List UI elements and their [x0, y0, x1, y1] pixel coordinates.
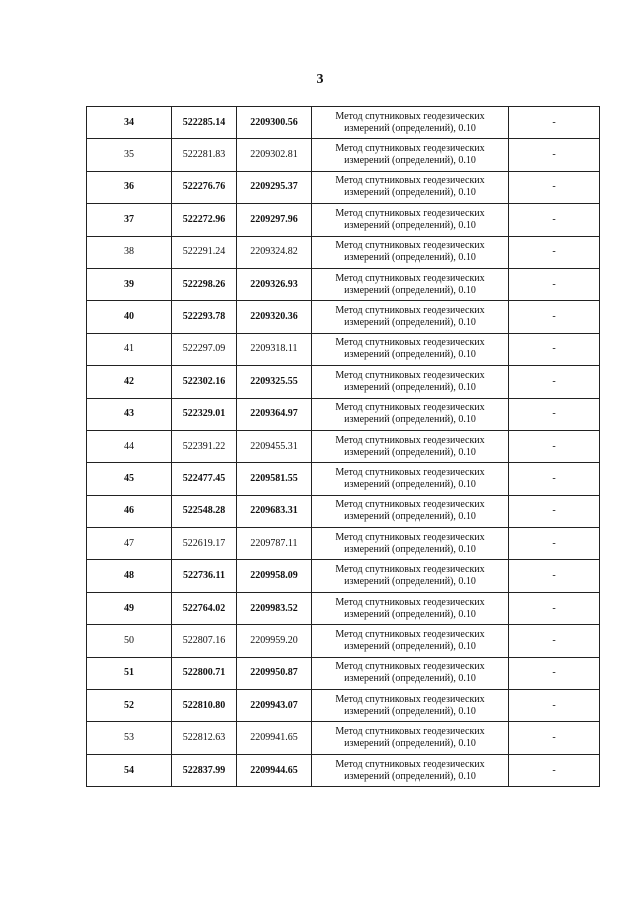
table-row [87, 754, 600, 786]
x-coordinate-cell: 522812.63 [172, 722, 237, 754]
method-line-1: Метод спутниковых геодезических [335, 596, 485, 608]
x-coordinate-cell: 522477.45 [172, 463, 237, 495]
note-cell: - [509, 171, 600, 203]
note-cell: - [509, 268, 600, 300]
y-coordinate-cell: 2209326.93 [237, 268, 312, 300]
page-number: 3 [316, 72, 324, 87]
point-number-cell: 38 [87, 236, 172, 268]
point-number-cell: 48 [87, 560, 172, 592]
point-number-cell: 46 [87, 495, 172, 527]
method-cell [312, 625, 509, 657]
point-number-cell: 51 [87, 657, 172, 689]
method-line-1: Метод спутниковых геодезических [335, 207, 485, 219]
table-row [87, 268, 600, 300]
method-cell [312, 333, 509, 365]
method-line-1: Метод спутниковых геодезических [335, 175, 485, 187]
method-cell [312, 495, 509, 527]
method-line-2: измерений (определений), 0.10 [344, 122, 476, 134]
point-number-cell: 50 [87, 625, 172, 657]
table-row [87, 430, 600, 462]
point-number-cell: 44 [87, 430, 172, 462]
note-cell: - [509, 463, 600, 495]
method-line-1: Метод спутниковых геодезических [335, 531, 485, 543]
note-cell: - [509, 366, 600, 398]
note-cell: - [509, 592, 600, 624]
method-line-2: измерений (определений), 0.10 [344, 284, 476, 296]
note-cell: - [509, 333, 600, 365]
point-number-cell: 47 [87, 528, 172, 560]
y-coordinate-cell: 2209295.37 [237, 171, 312, 203]
method-cell [312, 690, 509, 722]
table-row [87, 625, 600, 657]
table-row [87, 495, 600, 527]
method-line-1: Метод спутниковых геодезических [335, 434, 485, 446]
point-number-cell: 49 [87, 592, 172, 624]
x-coordinate-cell: 522807.16 [172, 625, 237, 657]
method-line-2: измерений (определений), 0.10 [344, 640, 476, 652]
method-line-1: Метод спутниковых геодезических [335, 661, 485, 673]
method-cell [312, 301, 509, 333]
table-row [87, 592, 600, 624]
method-line-2: измерений (определений), 0.10 [344, 608, 476, 620]
point-number-cell: 35 [87, 139, 172, 171]
x-coordinate-cell: 522329.01 [172, 398, 237, 430]
y-coordinate-cell: 2209944.65 [237, 754, 312, 786]
point-number-cell: 34 [87, 107, 172, 139]
x-coordinate-cell: 522619.17 [172, 528, 237, 560]
point-number-cell: 45 [87, 463, 172, 495]
note-cell: - [509, 398, 600, 430]
method-line-2: измерений (определений), 0.10 [344, 446, 476, 458]
y-coordinate-cell: 2209787.11 [237, 528, 312, 560]
x-coordinate-cell: 522285.14 [172, 107, 237, 139]
y-coordinate-cell: 2209302.81 [237, 139, 312, 171]
x-coordinate-cell: 522391.22 [172, 430, 237, 462]
method-line-2: измерений (определений), 0.10 [344, 414, 476, 426]
x-coordinate-cell: 522276.76 [172, 171, 237, 203]
point-number-cell: 41 [87, 333, 172, 365]
note-cell: - [509, 657, 600, 689]
method-line-2: измерений (определений), 0.10 [344, 673, 476, 685]
method-line-2: измерений (определений), 0.10 [344, 511, 476, 523]
note-cell: - [509, 560, 600, 592]
y-coordinate-cell: 2209325.55 [237, 366, 312, 398]
y-coordinate-cell: 2209941.65 [237, 722, 312, 754]
method-cell [312, 528, 509, 560]
method-cell [312, 463, 509, 495]
table-row [87, 107, 600, 139]
method-line-1: Метод спутниковых геодезических [335, 240, 485, 252]
method-line-1: Метод спутниковых геодезических [335, 110, 485, 122]
method-line-1: Метод спутниковых геодезических [335, 272, 485, 284]
method-line-1: Метод спутниковых геодезических [335, 758, 485, 770]
note-cell: - [509, 204, 600, 236]
method-line-1: Метод спутниковых геодезических [335, 564, 485, 576]
method-cell [312, 592, 509, 624]
table-row [87, 722, 600, 754]
method-cell [312, 657, 509, 689]
x-coordinate-cell: 522810.80 [172, 690, 237, 722]
table-row [87, 528, 600, 560]
y-coordinate-cell: 2209581.55 [237, 463, 312, 495]
y-coordinate-cell: 2209318.11 [237, 333, 312, 365]
method-line-2: измерений (определений), 0.10 [344, 317, 476, 329]
method-line-2: измерений (определений), 0.10 [344, 349, 476, 361]
note-cell: - [509, 430, 600, 462]
method-line-2: измерений (определений), 0.10 [344, 770, 476, 782]
y-coordinate-cell: 2209455.31 [237, 430, 312, 462]
method-line-1: Метод спутниковых геодезических [335, 693, 485, 705]
point-number-cell: 40 [87, 301, 172, 333]
note-cell: - [509, 236, 600, 268]
method-line-1: Метод спутниковых геодезических [335, 499, 485, 511]
method-cell [312, 366, 509, 398]
note-cell: - [509, 301, 600, 333]
table-row [87, 366, 600, 398]
point-number-cell: 39 [87, 268, 172, 300]
note-cell: - [509, 139, 600, 171]
method-cell [312, 754, 509, 786]
point-number-cell: 52 [87, 690, 172, 722]
method-line-1: Метод спутниковых геодезических [335, 726, 485, 738]
method-line-1: Метод спутниковых геодезических [335, 305, 485, 317]
x-coordinate-cell: 522302.16 [172, 366, 237, 398]
method-line-2: измерений (определений), 0.10 [344, 705, 476, 717]
method-line-1: Метод спутниковых геодезических [335, 337, 485, 349]
y-coordinate-cell: 2209943.07 [237, 690, 312, 722]
method-cell [312, 107, 509, 139]
x-coordinate-cell: 522764.02 [172, 592, 237, 624]
y-coordinate-cell: 2209300.56 [237, 107, 312, 139]
y-coordinate-cell: 2209983.52 [237, 592, 312, 624]
note-cell: - [509, 625, 600, 657]
y-coordinate-cell: 2209950.87 [237, 657, 312, 689]
table-row [87, 690, 600, 722]
method-line-1: Метод спутниковых геодезических [335, 369, 485, 381]
note-cell: - [509, 528, 600, 560]
table-row [87, 139, 600, 171]
method-cell [312, 722, 509, 754]
y-coordinate-cell: 2209324.82 [237, 236, 312, 268]
method-cell [312, 236, 509, 268]
method-line-2: измерений (определений), 0.10 [344, 478, 476, 490]
method-line-2: измерений (определений), 0.10 [344, 738, 476, 750]
method-cell [312, 430, 509, 462]
x-coordinate-cell: 522291.24 [172, 236, 237, 268]
method-line-1: Метод спутниковых геодезических [335, 143, 485, 155]
method-cell [312, 398, 509, 430]
table-row [87, 560, 600, 592]
y-coordinate-cell: 2209683.31 [237, 495, 312, 527]
method-line-1: Метод спутниковых геодезических [335, 402, 485, 414]
y-coordinate-cell: 2209320.36 [237, 301, 312, 333]
coordinates-table [86, 106, 600, 787]
point-number-cell: 42 [87, 366, 172, 398]
y-coordinate-cell: 2209297.96 [237, 204, 312, 236]
y-coordinate-cell: 2209959.20 [237, 625, 312, 657]
method-line-2: измерений (определений), 0.10 [344, 252, 476, 264]
table-row [87, 301, 600, 333]
x-coordinate-cell: 522293.78 [172, 301, 237, 333]
table-row [87, 236, 600, 268]
table-row [87, 204, 600, 236]
point-number-cell: 36 [87, 171, 172, 203]
method-cell [312, 560, 509, 592]
y-coordinate-cell: 2209364.97 [237, 398, 312, 430]
table-row [87, 333, 600, 365]
method-line-2: измерений (определений), 0.10 [344, 543, 476, 555]
method-line-2: измерений (определений), 0.10 [344, 187, 476, 199]
point-number-cell: 53 [87, 722, 172, 754]
x-coordinate-cell: 522736.11 [172, 560, 237, 592]
method-line-2: измерений (определений), 0.10 [344, 381, 476, 393]
method-line-1: Метод спутниковых геодезических [335, 628, 485, 640]
note-cell: - [509, 690, 600, 722]
table-row [87, 463, 600, 495]
note-cell: - [509, 107, 600, 139]
note-cell: - [509, 722, 600, 754]
method-line-1: Метод спутниковых геодезических [335, 466, 485, 478]
x-coordinate-cell: 522548.28 [172, 495, 237, 527]
note-cell: - [509, 754, 600, 786]
method-cell [312, 204, 509, 236]
method-line-2: измерений (определений), 0.10 [344, 576, 476, 588]
method-cell [312, 139, 509, 171]
point-number-cell: 43 [87, 398, 172, 430]
method-cell [312, 268, 509, 300]
method-line-2: измерений (определений), 0.10 [344, 155, 476, 167]
x-coordinate-cell: 522837.99 [172, 754, 237, 786]
x-coordinate-cell: 522297.09 [172, 333, 237, 365]
point-number-cell: 37 [87, 204, 172, 236]
x-coordinate-cell: 522298.26 [172, 268, 237, 300]
note-cell: - [509, 495, 600, 527]
point-number-cell: 54 [87, 754, 172, 786]
x-coordinate-cell: 522272.96 [172, 204, 237, 236]
table-row [87, 171, 600, 203]
table-row [87, 398, 600, 430]
method-line-2: измерений (определений), 0.10 [344, 219, 476, 231]
method-cell [312, 171, 509, 203]
table-row [87, 657, 600, 689]
x-coordinate-cell: 522800.71 [172, 657, 237, 689]
y-coordinate-cell: 2209958.09 [237, 560, 312, 592]
x-coordinate-cell: 522281.83 [172, 139, 237, 171]
coordinates-table-body [87, 107, 600, 787]
